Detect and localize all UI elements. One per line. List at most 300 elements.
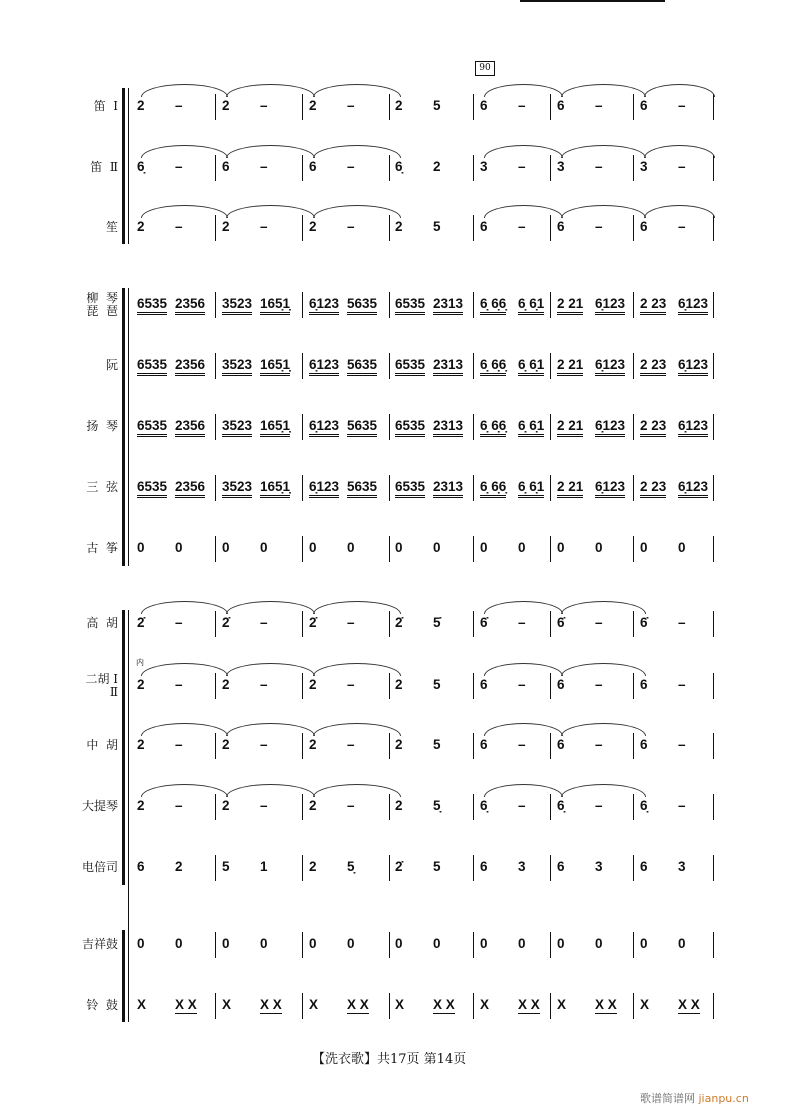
slur-tie: [141, 205, 228, 218]
note: –: [518, 615, 526, 630]
barline: [473, 536, 474, 562]
slur-tie: [313, 145, 401, 158]
barline: [215, 414, 216, 440]
barline: [389, 155, 390, 181]
note: 6: [480, 219, 488, 234]
barline: [215, 94, 216, 120]
note: –: [595, 219, 603, 234]
note: 6: [640, 219, 648, 234]
slur-tie: [141, 663, 228, 676]
barline: [302, 794, 303, 820]
barline: [389, 611, 390, 637]
note: X: [137, 997, 147, 1012]
barline: [473, 855, 474, 881]
bracket-line: [128, 288, 129, 566]
note: 0: [518, 936, 526, 951]
slur-tie: [313, 663, 401, 676]
barline: [713, 855, 714, 881]
note: –: [260, 615, 268, 630]
barline: [633, 673, 634, 699]
note: 6535: [395, 357, 425, 376]
barline: [713, 155, 714, 181]
barline: [473, 794, 474, 820]
note: 0: [557, 936, 565, 951]
bracket-winds: [122, 88, 125, 244]
note: 0: [222, 540, 230, 555]
note: 6: [480, 677, 488, 692]
note: 6̣: [640, 798, 648, 813]
note: X: [309, 997, 319, 1012]
note: X X: [347, 997, 369, 1012]
bracket-plucked: [122, 288, 125, 566]
note: 6̣ 6̣1: [518, 479, 544, 498]
note: 2313: [433, 357, 463, 376]
note: 6̣ 6̣6̣: [480, 296, 506, 315]
note: 6̣: [480, 798, 488, 813]
note: 3: [480, 159, 488, 174]
instrument-label: 柳 琴 琵 琶: [86, 291, 118, 318]
barline: [633, 855, 634, 881]
barline: [302, 414, 303, 440]
note: 0: [309, 936, 317, 951]
barline: [713, 536, 714, 562]
note: 0: [433, 540, 441, 555]
barline: [389, 94, 390, 120]
note: 2: [395, 737, 403, 752]
note: 6̣123: [309, 479, 339, 498]
note: 0: [595, 540, 603, 555]
note: 165̣1̣: [260, 357, 290, 376]
note: 6̣123: [595, 357, 625, 376]
note: X X: [518, 997, 540, 1012]
note: 5̣: [347, 859, 355, 874]
note: 6: [309, 159, 317, 174]
note: 2 23: [640, 296, 666, 315]
barline: [215, 855, 216, 881]
note: 6535: [137, 357, 167, 376]
barline: [389, 215, 390, 241]
note: 2: [395, 798, 403, 813]
slur-tie: [141, 723, 228, 736]
note: –: [678, 798, 686, 813]
note: 1: [260, 859, 268, 874]
instrument-label: 古 筝: [86, 541, 118, 555]
note: –: [347, 219, 355, 234]
note: 3: [640, 159, 648, 174]
slur-tie: [484, 663, 563, 676]
note: –: [175, 615, 183, 630]
note: 2: [395, 219, 403, 234]
instrument-label: 吉祥鼓: [81, 937, 118, 951]
note: 2356: [175, 418, 205, 437]
barline: [389, 536, 390, 562]
note: 2: [222, 737, 230, 752]
barline: [215, 733, 216, 759]
note: –: [595, 615, 603, 630]
note: 6: [557, 219, 565, 234]
slur-tie: [561, 723, 646, 736]
instrument-label: 高 胡: [86, 616, 118, 630]
note: 6: [557, 737, 565, 752]
slur-tie: [561, 145, 646, 158]
barline: [713, 932, 714, 958]
note: 2: [222, 219, 230, 234]
note: –: [595, 159, 603, 174]
note: 0: [260, 936, 268, 951]
barline: [713, 292, 714, 318]
barline: [473, 292, 474, 318]
barline: [550, 993, 551, 1019]
barline: [550, 794, 551, 820]
barline: [633, 794, 634, 820]
barline: [713, 733, 714, 759]
note: 0: [640, 936, 648, 951]
slur-tie: [484, 784, 563, 797]
note: 6: [557, 98, 565, 113]
note: –: [347, 159, 355, 174]
barline: [473, 733, 474, 759]
note: –: [347, 737, 355, 752]
note: 0: [222, 936, 230, 951]
barline: [550, 475, 551, 501]
note: 2: [137, 798, 145, 813]
barline: [215, 794, 216, 820]
slur-tie: [313, 784, 401, 797]
note: 2: [309, 859, 317, 874]
note: 6̣ 6̣6̣: [480, 418, 506, 437]
note: 3523: [222, 357, 252, 376]
barline: [389, 414, 390, 440]
instrument-label: 大提琴: [81, 799, 118, 813]
note: 6̣123: [595, 296, 625, 315]
rehearsal-mark: 90: [475, 61, 495, 76]
note: 2356: [175, 479, 205, 498]
barline: [389, 673, 390, 699]
slur-tie: [644, 205, 715, 218]
barline: [633, 475, 634, 501]
slur-tie: [313, 84, 401, 97]
note: 2: [309, 98, 317, 113]
note: X: [557, 997, 567, 1012]
note: 6535: [395, 296, 425, 315]
note: 5: [433, 859, 441, 874]
note: –: [595, 98, 603, 113]
note: 5: [433, 677, 441, 692]
note: –: [347, 98, 355, 113]
note: 2: [137, 737, 145, 752]
note: –: [678, 98, 686, 113]
note: 6: [557, 677, 565, 692]
slur-tie: [561, 205, 646, 218]
note: 6535: [137, 418, 167, 437]
note: 6535: [395, 479, 425, 498]
barline: [713, 94, 714, 120]
note: 2̇: [309, 615, 317, 630]
barline: [633, 414, 634, 440]
barline: [713, 794, 714, 820]
instrument-label: 笙: [105, 220, 118, 234]
note: 5: [433, 737, 441, 752]
note: 2: [395, 677, 403, 692]
note: 2: [137, 219, 145, 234]
note: X: [480, 997, 490, 1012]
barline: [550, 414, 551, 440]
bracket-bowed: [122, 610, 125, 885]
barline: [215, 932, 216, 958]
note: 0: [557, 540, 565, 555]
note: –: [595, 677, 603, 692]
barline: [215, 155, 216, 181]
note: 0: [480, 936, 488, 951]
barline: [713, 414, 714, 440]
note: 165̣1̣: [260, 479, 290, 498]
barline: [473, 155, 474, 181]
instrument-label: 笛 Ⅱ: [90, 160, 118, 174]
slur-tie: [226, 205, 315, 218]
note: 0: [260, 540, 268, 555]
note: X X: [678, 997, 700, 1012]
barline: [550, 292, 551, 318]
note: –: [595, 798, 603, 813]
slur-tie: [561, 601, 646, 614]
note: –: [678, 677, 686, 692]
barline: [389, 855, 390, 881]
barline: [713, 993, 714, 1019]
slur-tie: [484, 601, 563, 614]
note: 5: [433, 219, 441, 234]
slur-tie: [226, 723, 315, 736]
barline: [633, 733, 634, 759]
barline: [302, 353, 303, 379]
slur-tie: [484, 723, 563, 736]
barline: [302, 611, 303, 637]
note: X X: [595, 997, 617, 1012]
watermark-cn: 歌谱简谱网: [640, 1092, 695, 1105]
note: 2: [309, 677, 317, 692]
note: 3523: [222, 479, 252, 498]
barline: [302, 475, 303, 501]
slur-tie: [141, 601, 228, 614]
note: 6: [557, 859, 565, 874]
barline: [215, 536, 216, 562]
note: 6̣ 6̣6̣: [480, 357, 506, 376]
note: 2̇: [395, 615, 403, 630]
note: 6: [137, 859, 145, 874]
note: 6̣123: [309, 418, 339, 437]
slur-tie: [226, 145, 315, 158]
barline: [633, 155, 634, 181]
barline: [473, 414, 474, 440]
note: X X: [175, 997, 197, 1012]
slur-tie: [226, 601, 315, 614]
barline: [302, 855, 303, 881]
barline: [633, 536, 634, 562]
note: 6: [480, 859, 488, 874]
note: 6̣123: [678, 296, 708, 315]
instrument-label: 二胡 Ⅰ Ⅱ: [85, 672, 118, 699]
barline: [713, 673, 714, 699]
note: 6: [640, 98, 648, 113]
note: 2313: [433, 296, 463, 315]
note: 0: [640, 540, 648, 555]
note: 165̣1̣: [260, 418, 290, 437]
note: 2 23: [640, 418, 666, 437]
barline: [302, 292, 303, 318]
note: X X: [433, 997, 455, 1012]
note: 3: [595, 859, 603, 874]
barline: [215, 292, 216, 318]
barline: [389, 353, 390, 379]
barline: [713, 353, 714, 379]
note: 0: [395, 936, 403, 951]
note: 6: [480, 737, 488, 752]
slur-tie: [561, 663, 646, 676]
note: 2: [222, 798, 230, 813]
note: –: [260, 677, 268, 692]
barline: [302, 993, 303, 1019]
note: 2: [222, 98, 230, 113]
barline: [633, 611, 634, 637]
note: 2: [309, 798, 317, 813]
barline: [550, 155, 551, 181]
note: 6: [640, 737, 648, 752]
slur-tie: [644, 84, 715, 97]
page-footer: 【洗衣歌】共17页 第14页: [312, 1052, 467, 1067]
barline: [215, 673, 216, 699]
barline: [473, 475, 474, 501]
expression-mark: 内: [136, 658, 144, 667]
note: 2: [137, 98, 145, 113]
barline: [550, 353, 551, 379]
note: 6̣123: [595, 479, 625, 498]
barline: [215, 353, 216, 379]
note: –: [518, 98, 526, 113]
note: 2 21: [557, 296, 583, 315]
note: 2: [222, 677, 230, 692]
note: 6535: [395, 418, 425, 437]
note: 6̣123: [678, 479, 708, 498]
slur-tie: [226, 663, 315, 676]
note: –: [260, 737, 268, 752]
note: 165̣1̣: [260, 296, 290, 315]
barline: [389, 733, 390, 759]
barline: [633, 353, 634, 379]
barline: [550, 855, 551, 881]
note: 6̇: [480, 615, 488, 630]
note: 2: [175, 859, 183, 874]
note: 5635: [347, 418, 377, 437]
note: –: [518, 737, 526, 752]
note: 5̣: [433, 798, 441, 813]
slur-tie: [561, 784, 646, 797]
note: 0: [137, 540, 145, 555]
barline: [473, 932, 474, 958]
note: 5635: [347, 479, 377, 498]
barline: [389, 993, 390, 1019]
slur-tie: [141, 145, 228, 158]
barline: [473, 611, 474, 637]
barline: [473, 353, 474, 379]
note: X: [395, 997, 405, 1012]
barline: [302, 536, 303, 562]
note: 6̣: [395, 159, 403, 174]
note: –: [678, 615, 686, 630]
barline: [302, 155, 303, 181]
barline: [633, 993, 634, 1019]
barline: [389, 794, 390, 820]
note: X: [640, 997, 650, 1012]
slur-tie: [561, 84, 646, 97]
note: 6̣123: [309, 357, 339, 376]
slur-tie: [313, 601, 401, 614]
barline: [302, 733, 303, 759]
note: 2 21: [557, 479, 583, 498]
barline: [633, 94, 634, 120]
note: –: [175, 98, 183, 113]
note: 5: [222, 859, 230, 874]
note: –: [518, 159, 526, 174]
barline: [473, 94, 474, 120]
note: –: [678, 737, 686, 752]
note: 0: [595, 936, 603, 951]
note: 6̣ 6̣1: [518, 296, 544, 315]
slur-tie: [313, 205, 401, 218]
note: –: [175, 737, 183, 752]
slur-tie: [484, 145, 563, 158]
note: 0: [309, 540, 317, 555]
note: 2313: [433, 479, 463, 498]
note: 5: [433, 98, 441, 113]
bracket-line: [128, 88, 129, 244]
note: 6̣123: [678, 357, 708, 376]
note: –: [347, 798, 355, 813]
barline: [473, 993, 474, 1019]
note: 0: [137, 936, 145, 951]
note: 3523: [222, 418, 252, 437]
barline: [215, 215, 216, 241]
barline: [215, 611, 216, 637]
note: 2313: [433, 418, 463, 437]
barline: [713, 475, 714, 501]
note: 6̣: [557, 798, 565, 813]
barline: [302, 673, 303, 699]
note: 2356: [175, 357, 205, 376]
note: 2: [309, 219, 317, 234]
note: –: [347, 615, 355, 630]
note: –: [175, 159, 183, 174]
instrument-label: 电倍司: [81, 860, 118, 874]
note: –: [678, 159, 686, 174]
note: 0: [480, 540, 488, 555]
note: 5̇: [433, 615, 441, 630]
note: 2̇: [222, 615, 230, 630]
barline: [215, 993, 216, 1019]
instrument-label: 中 胡: [86, 738, 118, 752]
barline: [302, 94, 303, 120]
barline: [302, 215, 303, 241]
barline: [389, 292, 390, 318]
note: –: [260, 219, 268, 234]
barline: [302, 932, 303, 958]
note: X: [222, 997, 232, 1012]
note: 3523: [222, 296, 252, 315]
slur-tie: [141, 84, 228, 97]
note: 6535: [137, 296, 167, 315]
note: 6: [222, 159, 230, 174]
note: 0: [433, 936, 441, 951]
barline: [550, 611, 551, 637]
slur-tie: [313, 723, 401, 736]
